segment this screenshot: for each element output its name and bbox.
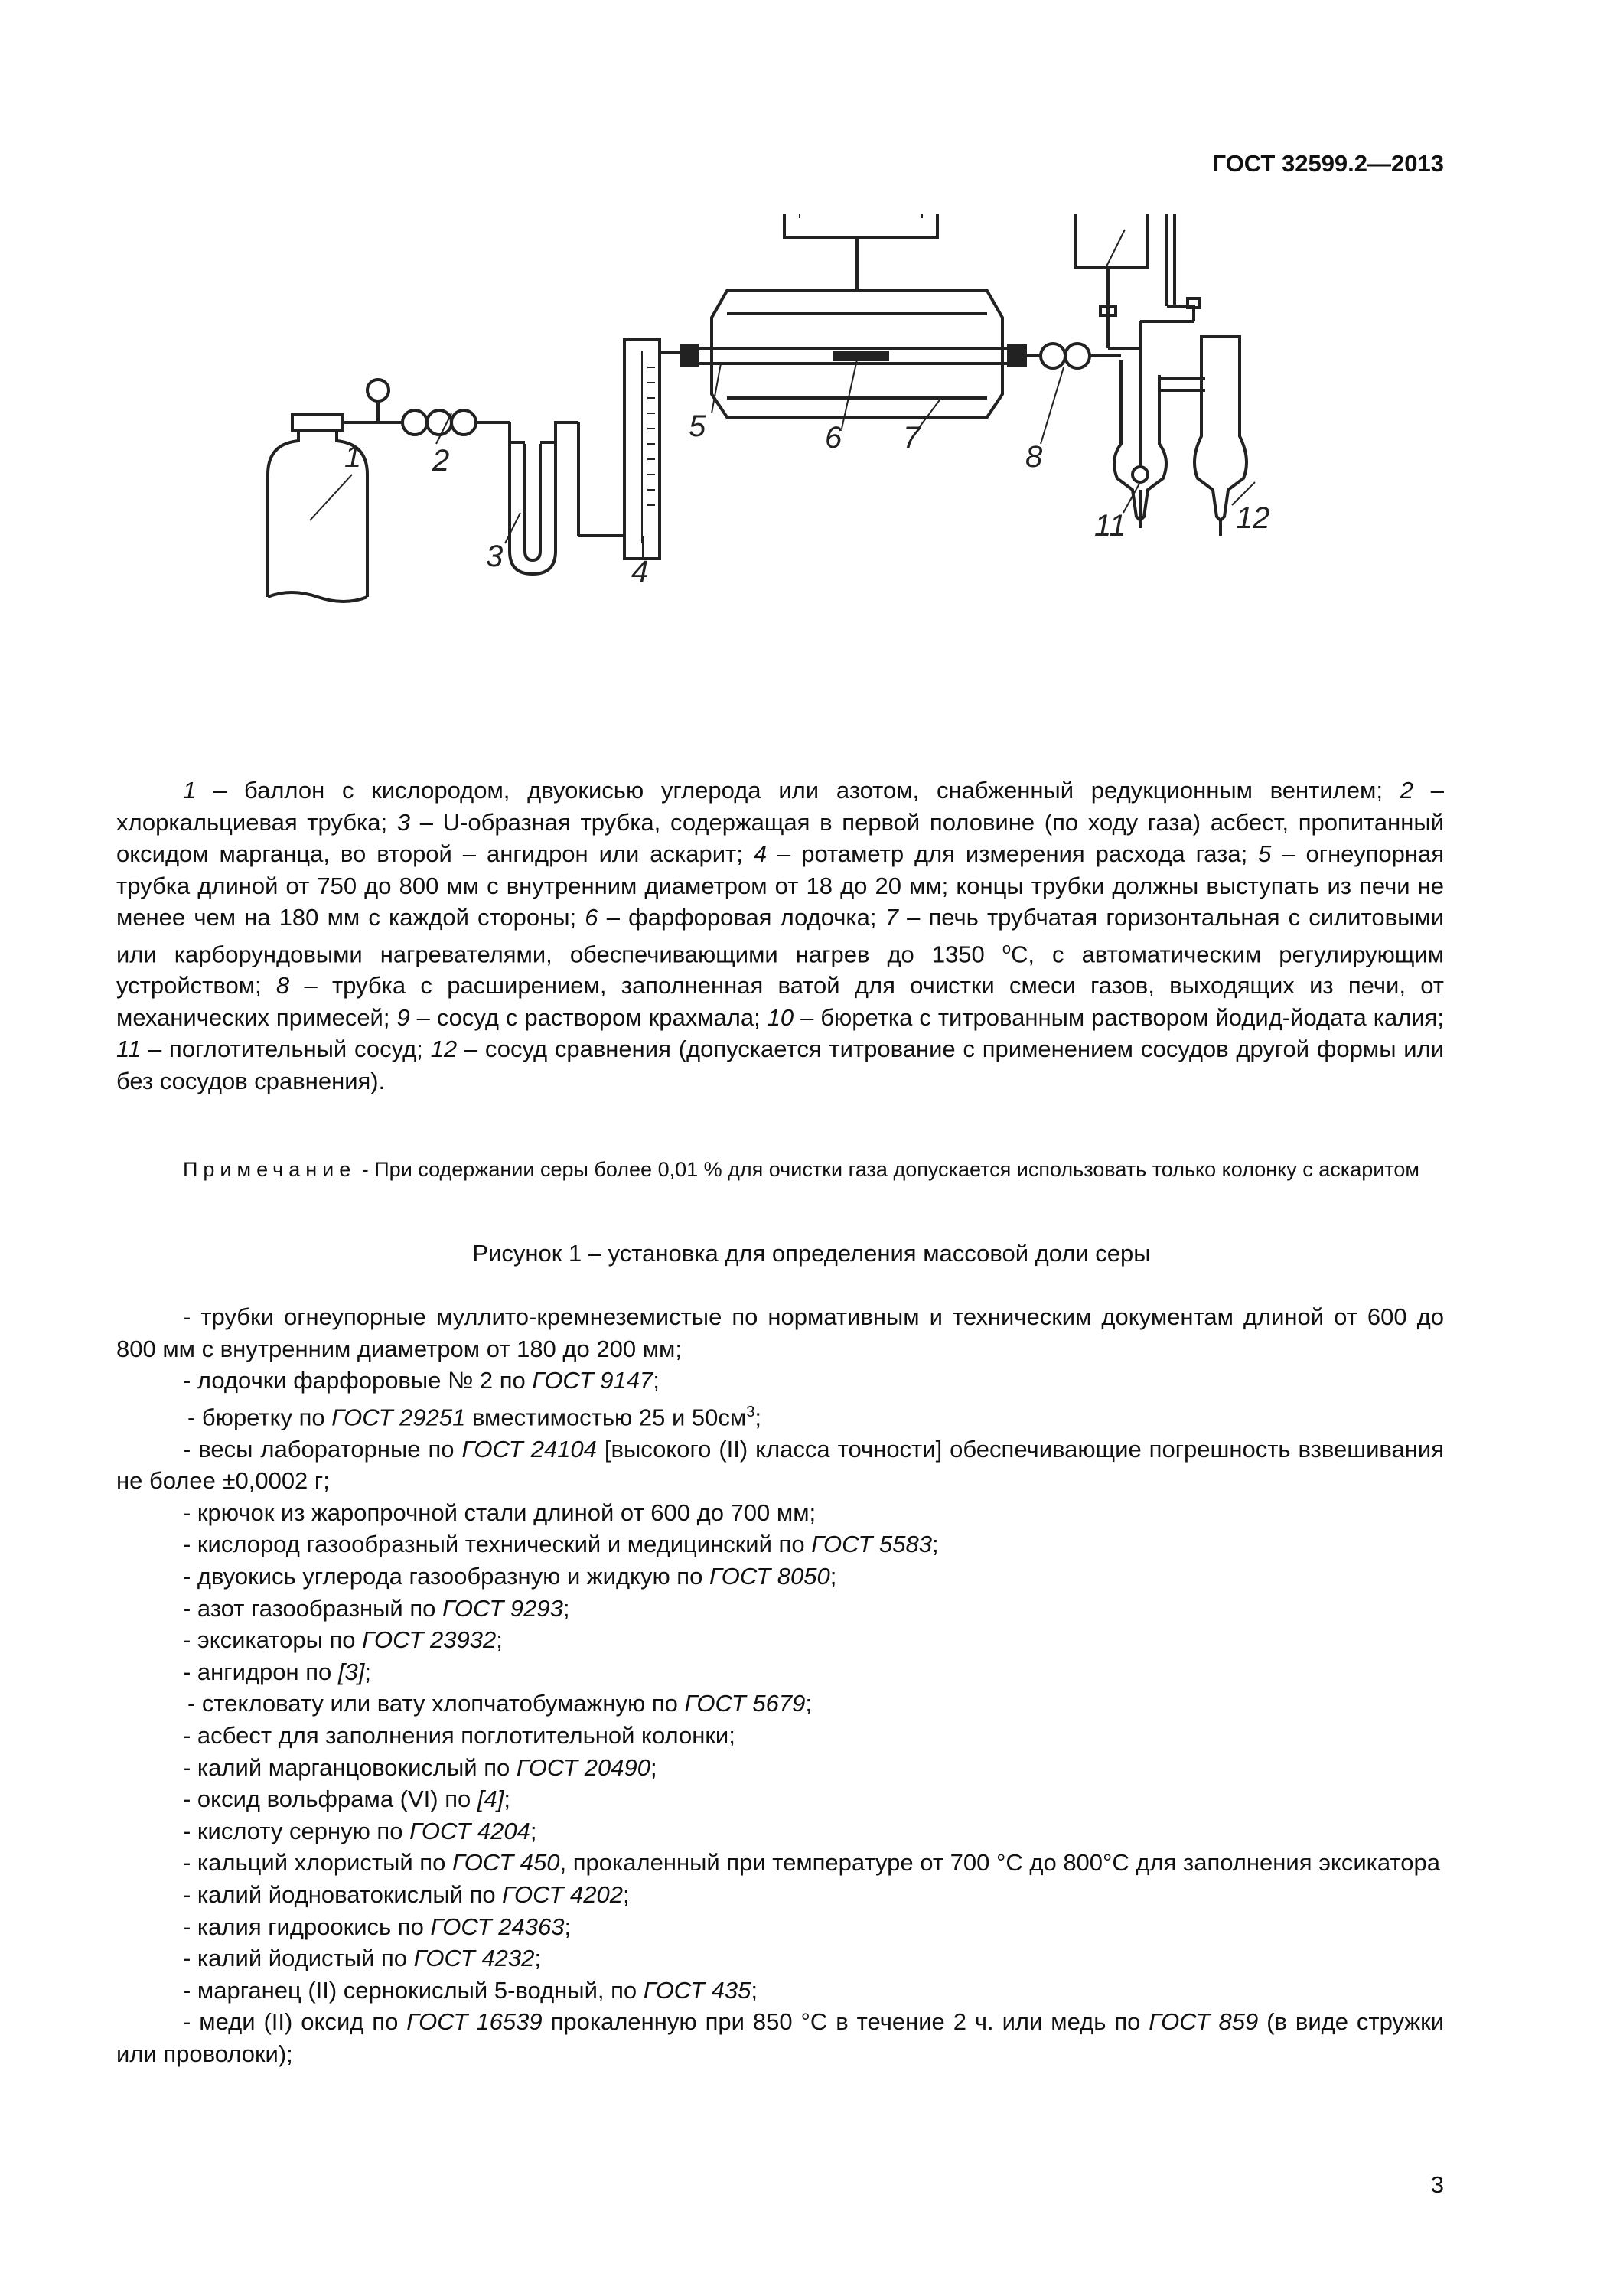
page-number: 3 (1430, 2171, 1444, 2198)
label-7: 7 (903, 421, 921, 455)
gas-cylinder (268, 380, 389, 602)
note-text: - При содержании серы более 0,01 % для очистки газа допускается использовать только колонку с аскаритом (356, 1158, 1419, 1181)
materials-list (116, 1301, 1444, 2070)
starch-vessel (1075, 214, 1148, 348)
list-item: - бюретку по ГОСТ 29251 вместимостью 25 и $50см^3$; (187, 1403, 761, 1431)
tube-furnace (712, 291, 1002, 417)
calcium-chloride-tube (386, 410, 510, 435)
list-item: - лодочки фарфоровые № 2 по ГОСТ 9147; (183, 1367, 660, 1394)
label-3: 3 (486, 540, 504, 573)
list-item: - трубки огнеупорные муллито-кремнеземистые по нормативным и техническим документам длиной от 600 до 800 мм с внутренним диаметром от 180 до 200 мм; (116, 1303, 1444, 1362)
list-item: - кислоту серную по ГОСТ 4204; (183, 1817, 537, 1844)
u-tube (510, 422, 624, 574)
list-item: - крючок из жаропрочной стали длиной от 600 до 700 мм; (183, 1499, 816, 1526)
label-2: 2 (432, 444, 450, 478)
label-6: 6 (825, 421, 842, 455)
list-item: - азот газообразный по ГОСТ 9293; (183, 1594, 570, 1622)
label-4: 4 (631, 555, 649, 589)
list-item: - весы лабораторные по ГОСТ 24104 [высокого (II) класса точности] обеспечивающие погрешность взвешивания не более ±0,0002 г; (116, 1435, 1444, 1495)
list-item: - оксид вольфрама (VI) по [4]; (183, 1786, 510, 1813)
list-item: - марганец (II) сернокислый 5-водный, по ГОСТ 435; (183, 1976, 758, 2004)
page-header: ГОСТ 32599.2—2013 (1212, 150, 1444, 177)
list-item: - калий марганцовокислый по ГОСТ 20490; (183, 1753, 657, 1781)
label-11: 11 (1094, 509, 1126, 543)
label-12: 12 (1236, 501, 1270, 535)
label-1: 1 (344, 440, 362, 474)
absorption-vessel (1114, 348, 1166, 528)
list-item: - двуокись углерода газообразную и жидкую по ГОСТ 8050; (183, 1563, 837, 1590)
list-item: - калий йодноватокислый по ГОСТ 4202; (183, 1881, 630, 1909)
list-item: - меди (II) оксид по ГОСТ 16539 прокаленную при 850 °С в течение 2 ч. или медь по ГОСТ 859 (в виде стружки или проволоки); (116, 2008, 1444, 2067)
figure-legend: 1 – баллон с кислородом, двуокисью углерода или азотом, снабженный редукционным вентилем; 2 – хлоркальциевая трубка; 3 – U-образная трубка, содержащая в первой половине (по ходу газа) асбест, пропитанный оксидом марганца, во второй – ангидрон или аскарит; 4 – ротаметр для измерения расхода газа; 5 – огнеупорная трубка длиной от 750 до 800 мм с внутренним диаметром от 18 до 20 мм; концы трубки должны выступать из печи не менее чем на 180 мм с каждой стороны; 6 – фарфоровая лодочка; 7 – печь трубчатая горизонтальная с силитовыми или карборундовыми нагревателями, обеспечивающими нагрев до 1350 $^о$С, с автоматическим регулирующим устройством; 8 – трубка с расширением, заполненная ватой для очистки смеси газов, выходящих из печи, от механических примесей; 9 – сосуд с раствором крахмала; 10 – бюретка с титрованным раствором йодид-йодата калия; 11 – поглотительный сосуд; 12 – сосуд сравнения (допускается титрование с применением сосудов другой формы или без сосудов сравнения). (116, 777, 1445, 1094)
list-item: - асбест для заполнения поглотительной колонки; (183, 1722, 735, 1750)
figure-title: Рисунок 1 – установка для определения массовой доли серы (472, 1240, 1151, 1267)
apparatus-diagram (253, 214, 1316, 750)
note-label: Примечание (183, 1158, 357, 1181)
rotameter (624, 340, 681, 559)
label-5: 5 (689, 409, 706, 443)
label-8: 8 (1025, 440, 1043, 474)
list-item: - эксикаторы по ГОСТ 23932; (183, 1626, 503, 1654)
note (116, 1156, 1444, 1183)
list-item: - кальций хлористый по ГОСТ 450, прокаленный при температуре от 700 °С до 800°С для заполнения эксикатора (183, 1849, 1441, 1877)
list-item: - кислород газообразный технический и медицинский по ГОСТ 5583; (183, 1531, 939, 1558)
list-item: - калий йодистый по ГОСТ 4232; (183, 1945, 542, 1972)
list-item: - ангидрон по [3]; (183, 1658, 371, 1685)
list-item: - калия гидроокись по ГОСТ 24363; (183, 1913, 572, 1940)
temperature-controller (784, 214, 937, 291)
list-item: - стекловату или вату хлопчатобумажную по ГОСТ 5679; (187, 1690, 812, 1717)
